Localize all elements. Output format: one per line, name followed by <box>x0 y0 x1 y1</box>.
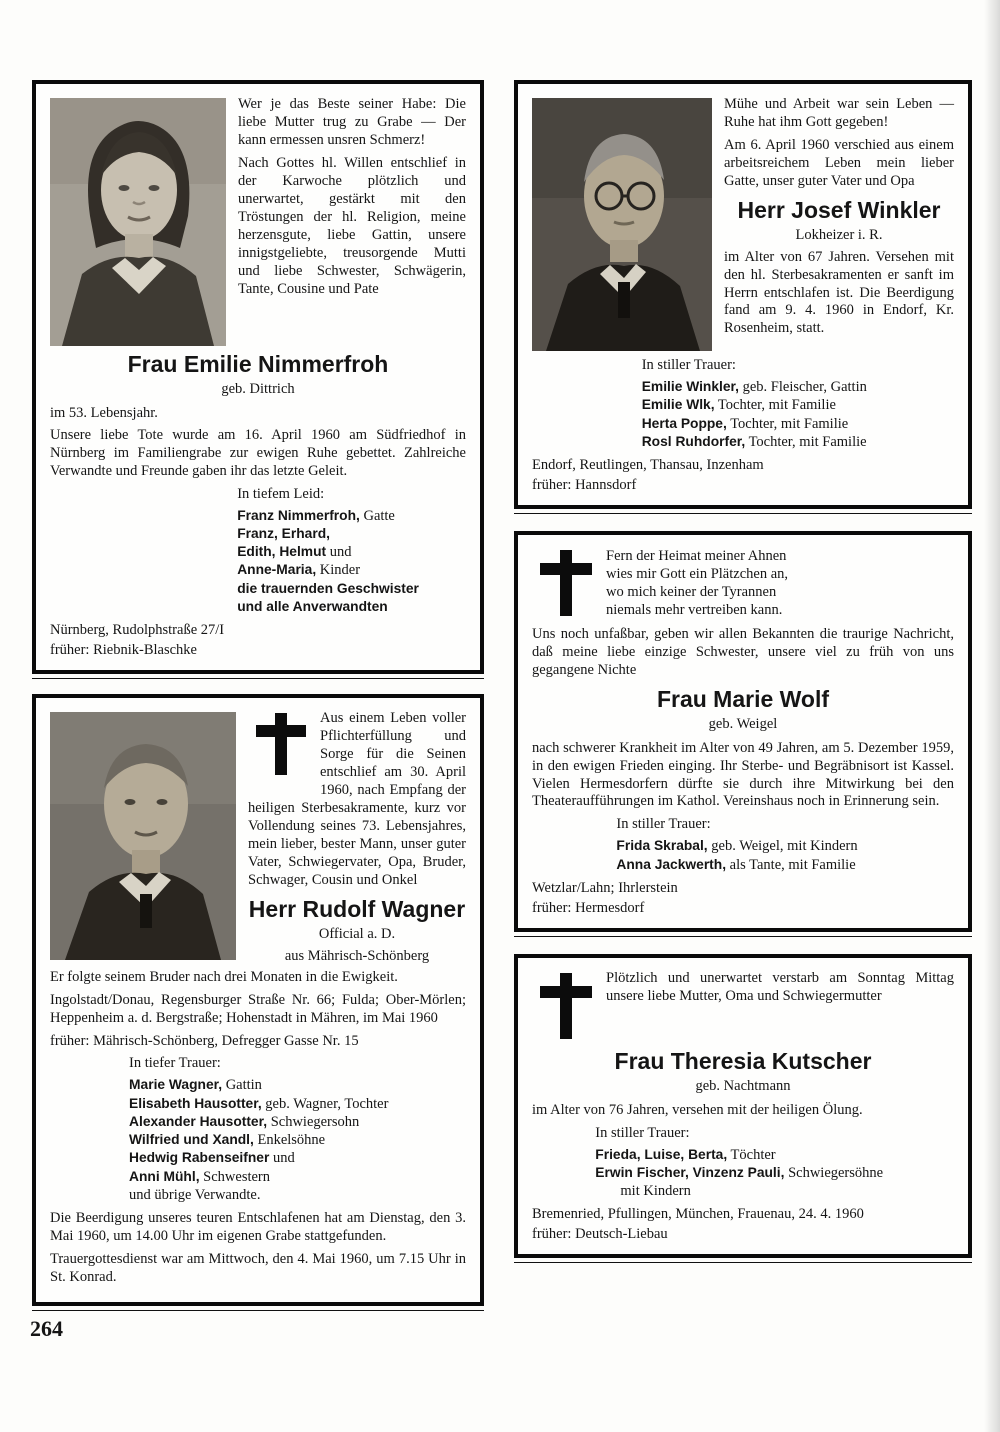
mourner-name: Rosl Ruhdorfer, <box>641 433 746 449</box>
former-residence-line: früher: Hannsdorf <box>532 477 637 493</box>
mourner-row <box>620 1182 954 1200</box>
mourner-name: Erwin Fischer, Vinzenz Pauli, <box>595 1164 785 1180</box>
intro-text: Am 6. April 1960 verschied aus einem arbeitsreichem Leben mein lieber Gatte, unser guter Vater und Opa <box>724 136 954 189</box>
obituary-wolf <box>514 531 972 932</box>
mourner-row <box>129 1113 466 1131</box>
service-text: Trauergottesdienst war am Mittwoch, den 4. Mai 1960, um 7.15 Uhr in St. Konrad. <box>50 1251 466 1286</box>
mourner-row <box>129 1168 466 1186</box>
mourner-row <box>237 598 466 616</box>
residence-line: Wetzlar/Lahn; Ihrlerstein <box>532 879 678 896</box>
mourners-block <box>616 816 954 874</box>
mourner-role: geb. Wagner, Tochter <box>261 1095 389 1112</box>
grief-label: In stiller Trauer: <box>641 357 736 373</box>
mourner-name: Alexander Hausotter, <box>129 1113 268 1129</box>
obituary-wolf-wrap <box>514 531 972 937</box>
mourner-name: Wilfried und Xandl, <box>129 1132 254 1148</box>
former-residence-line: früher: Hermesdorf <box>532 899 645 916</box>
mourner-row <box>642 396 954 414</box>
mourners-block <box>129 1055 466 1204</box>
mourner-role: und übrige Verwandte. <box>129 1186 261 1203</box>
former-residence-line: früher: Riebnik-Blaschke <box>50 642 197 659</box>
mourner-role: Kinder <box>316 562 361 579</box>
mourner-role: mit Kindern <box>620 1183 691 1200</box>
intro-text: Plötzlich und unerwartet verstarb am Sonntag Mittag unsere liebe Mutter, Oma und Schwiegermutter <box>606 969 954 1004</box>
grief-label: In tiefem Leid: <box>237 485 325 502</box>
burial-text: Die Beerdigung unseres teuren Entschlafenen hat am Dienstag, den 3. Mai 1960, um 14.00 Uhr im eigenen Grabe stattgefunden. <box>50 1210 466 1245</box>
mourner-row <box>642 415 954 433</box>
mourner-role: Schwiegersöhne <box>784 1164 884 1181</box>
mourner-name: und alle Anverwandten <box>237 598 388 614</box>
birth-name: geb. Dittrich <box>221 380 295 397</box>
mourner-name: Hedwig Rabenseifner <box>129 1150 270 1166</box>
mourner-role: geb. Fleischer, Gattin <box>738 378 867 395</box>
obituary-wagner <box>32 694 484 1306</box>
mourners-block <box>642 357 954 451</box>
mourner-row <box>129 1149 466 1167</box>
verse-line: wies mir Gott ein Plätzchen an, <box>606 566 789 583</box>
mourner-name: die trauernden Geschwister <box>237 580 419 596</box>
birth-name: geb. Nachtmann <box>695 1077 791 1094</box>
intro-text: Nach Gottes hl. Willen entschlief in der Karwoche plötzlich und unerwartet, gestärkt mit den Tröstungen der hl. Religion, meine herzensgute, liebe Gattin, unsere innigstgeliebte, treusorgende Mutti und liebe Schwester, Schwägerin, Tante, Cousine und Pate <box>238 154 466 297</box>
profession-line: Official a. D. <box>318 925 396 942</box>
mourner-row <box>129 1131 466 1149</box>
profession-line: Lokheizer i. R. <box>795 226 883 243</box>
mourner-row <box>616 856 954 874</box>
mourner-role: als Tante, mit Familie <box>726 856 856 873</box>
mourner-role: Tochter, mit Familie <box>726 415 849 432</box>
mourner-name: Edith, Helmut <box>237 544 327 560</box>
mourner-role: Gatte <box>359 507 395 524</box>
intro-text: Aus einem Leben voller Pflichterfüllung und Sorge für die Seinen entschlief am 30. April 1960, nach Empfang der heiligen Sterbesakramente, kurz vor Vollendung seines 73. Lebensjahres, mein lieber, bester Mann, unser guter Vater, Schwiegervater, Opa, Bruder, Schwager, Cousin und Onkel <box>248 710 466 888</box>
portrait-photo-winkler <box>532 98 712 351</box>
obituary-kutscher-wrap <box>514 954 972 1263</box>
mourner-role: und <box>269 1150 295 1167</box>
mourner-name: Anne-Maria, <box>237 562 317 578</box>
birth-name: geb. Weigel <box>708 715 778 732</box>
verse-line: Fern der Heimat meiner Ahnen <box>606 547 787 564</box>
mourner-role: und <box>326 544 352 561</box>
mourner-role: Tochter, mit Familie <box>714 397 836 414</box>
mourner-name: Frieda, Luise, Berta, <box>595 1146 728 1162</box>
mourner-name: Elisabeth Hausotter, <box>129 1095 262 1111</box>
deceased-name: Herr Rudolf Wagner <box>248 895 466 922</box>
mourner-row <box>237 580 466 598</box>
deceased-name: Frau Theresia Kutscher <box>614 1047 872 1074</box>
page-number: 264 <box>30 1316 63 1341</box>
obituary-winkler-wrap <box>514 80 972 514</box>
cross-icon <box>256 713 306 781</box>
mourners-block <box>237 486 466 617</box>
mourner-row <box>237 507 466 525</box>
left-column <box>32 80 484 1311</box>
cross-icon <box>540 550 592 622</box>
mourner-name: Frida Skrabal, <box>616 838 708 854</box>
mourner-row <box>129 1095 466 1113</box>
mourner-row <box>595 1164 954 1182</box>
mourner-name: Emilie Winkler, <box>641 378 739 394</box>
residence-line: Bremenried, Pfullingen, München, Frauenau, 24. 4. 1960 <box>532 1206 864 1223</box>
mourner-role: Schwestern <box>199 1168 271 1185</box>
mourner-name: Emilie Wlk, <box>641 397 715 413</box>
obituary-wagner-wrap <box>32 694 484 1311</box>
mourner-row <box>237 543 466 561</box>
residence-line: Endorf, Reutlingen, Thansau, Inzenham <box>532 457 764 474</box>
mourners-block <box>595 1125 954 1201</box>
obituary-kutscher <box>514 954 972 1258</box>
epigraph-verse: Mühe und Arbeit war sein Leben — Ruhe hat ihm Gott gegeben! <box>724 96 954 130</box>
deceased-name: Frau Emilie Nimmerfroh <box>127 351 389 377</box>
body-text: Er folgte seinem Bruder nach drei Monaten in die Ewigkeit. <box>50 969 398 986</box>
obituary-nimmerfroh <box>32 80 484 674</box>
age-line: im 53. Lebensjahr. <box>50 404 158 421</box>
mourner-row <box>237 561 466 579</box>
mourner-role: Schwiegersohn <box>267 1113 360 1130</box>
deceased-name: Herr Josef Winkler <box>737 196 941 223</box>
portrait-photo-wagner <box>50 712 236 960</box>
body-text: nach schwerer Krankheit im Alter von 49 Jahren, am 5. Dezember 1959, in den ewigen Frieden einging. Ihr Sterbe- und Begräbnisort ist Kassel. Vielen Hermesdorfern dürfte sie durch ihre Mitwirkung bei den Theateraufführungen im Kathol. Vereinshaus noch in Erinnerung sein. <box>532 739 954 810</box>
grief-label: In stiller Trauer: <box>616 816 711 833</box>
mourner-name: Herta Poppe, <box>641 415 727 431</box>
grief-label: In stiller Trauer: <box>595 1124 690 1141</box>
mourner-role: geb. Weigel, mit Kindern <box>707 838 858 855</box>
mourner-row <box>642 433 954 451</box>
body-text: im Alter von 76 Jahren, versehen mit der heiligen Ölung. <box>532 1101 863 1118</box>
origin-line: aus Mährisch-Schönberg <box>284 947 430 964</box>
mourner-row <box>595 1146 954 1164</box>
residence-line: Nürnberg, Rudolphstraße 27/I <box>50 622 225 639</box>
mourner-name: Anni Mühl, <box>129 1168 200 1184</box>
grief-label: In tiefer Trauer: <box>129 1055 221 1072</box>
right-column <box>514 80 972 1311</box>
mourner-role: Tochter, mit Familie <box>745 433 867 450</box>
former-residence-line: früher: Mährisch-Schönberg, Defregger Gasse Nr. 15 <box>50 1033 359 1050</box>
body-text: im Alter von 67 Jahren. Versehen mit den hl. Sterbesakramenten er sanft im Herrn entschlafen ist. Die Beerdigung fand am 9. 4. 1960 in Endorf, Kr. Rosenheim, statt. <box>724 248 954 337</box>
epigraph-verse: Wer je das Beste seiner Habe: Die liebe Mutter trug zu Grabe — Der kann ermessen unsren Schmerz! <box>238 96 466 148</box>
body-text: Unsere liebe Tote wurde am 16. April 1960 am Südfriedhof in Nürnberg im Familiengrabe zur ewigen Ruhe gebettet. Zahlreiche Verwandte und Freunde gaben ihr das letzte Geleit. <box>50 426 466 479</box>
memorial-verse <box>532 547 954 620</box>
mourner-role: Töchter <box>727 1146 776 1163</box>
cross-icon <box>540 973 592 1045</box>
mourner-row <box>237 525 466 543</box>
mourner-row <box>129 1186 466 1204</box>
obituary-winkler <box>514 80 972 509</box>
mourner-row <box>616 837 954 855</box>
mourner-role: Enkelsöhne <box>253 1132 326 1149</box>
verse-line: wo mich keiner der Tyrannen <box>606 584 777 601</box>
intro-text: Uns noch unfaßbar, geben wir allen Bekannten die traurige Nachricht, daß meine liebe einzige Schwester, unsere viel zu früh von uns gegangene Nichte <box>532 625 954 678</box>
mourner-name: Franz, Erhard, <box>237 525 330 541</box>
mourner-name: Franz Nimmerfroh, <box>237 507 360 523</box>
obituary-nimmerfroh-wrap <box>32 80 484 679</box>
deceased-name: Frau Marie Wolf <box>656 685 830 712</box>
residence-line: Ingolstadt/Donau, Regensburger Straße Nr. 66; Fulda; Ober-Mörlen; Heppenheim a. d. Bergstraße; Hohenstadt in Mähren, im Mai 1960 <box>50 992 466 1027</box>
verse-line: niemals mehr vertreiben kann. <box>606 602 783 619</box>
mourner-row <box>129 1076 466 1094</box>
mourner-name: Anna Jackwerth, <box>616 856 727 872</box>
former-residence-line: früher: Deutsch-Liebau <box>532 1226 668 1243</box>
mourner-role: Gattin <box>222 1077 262 1094</box>
mourner-row <box>642 378 954 396</box>
portrait-photo-nimmerfroh <box>50 98 226 346</box>
mourner-name: Marie Wagner, <box>129 1077 223 1093</box>
